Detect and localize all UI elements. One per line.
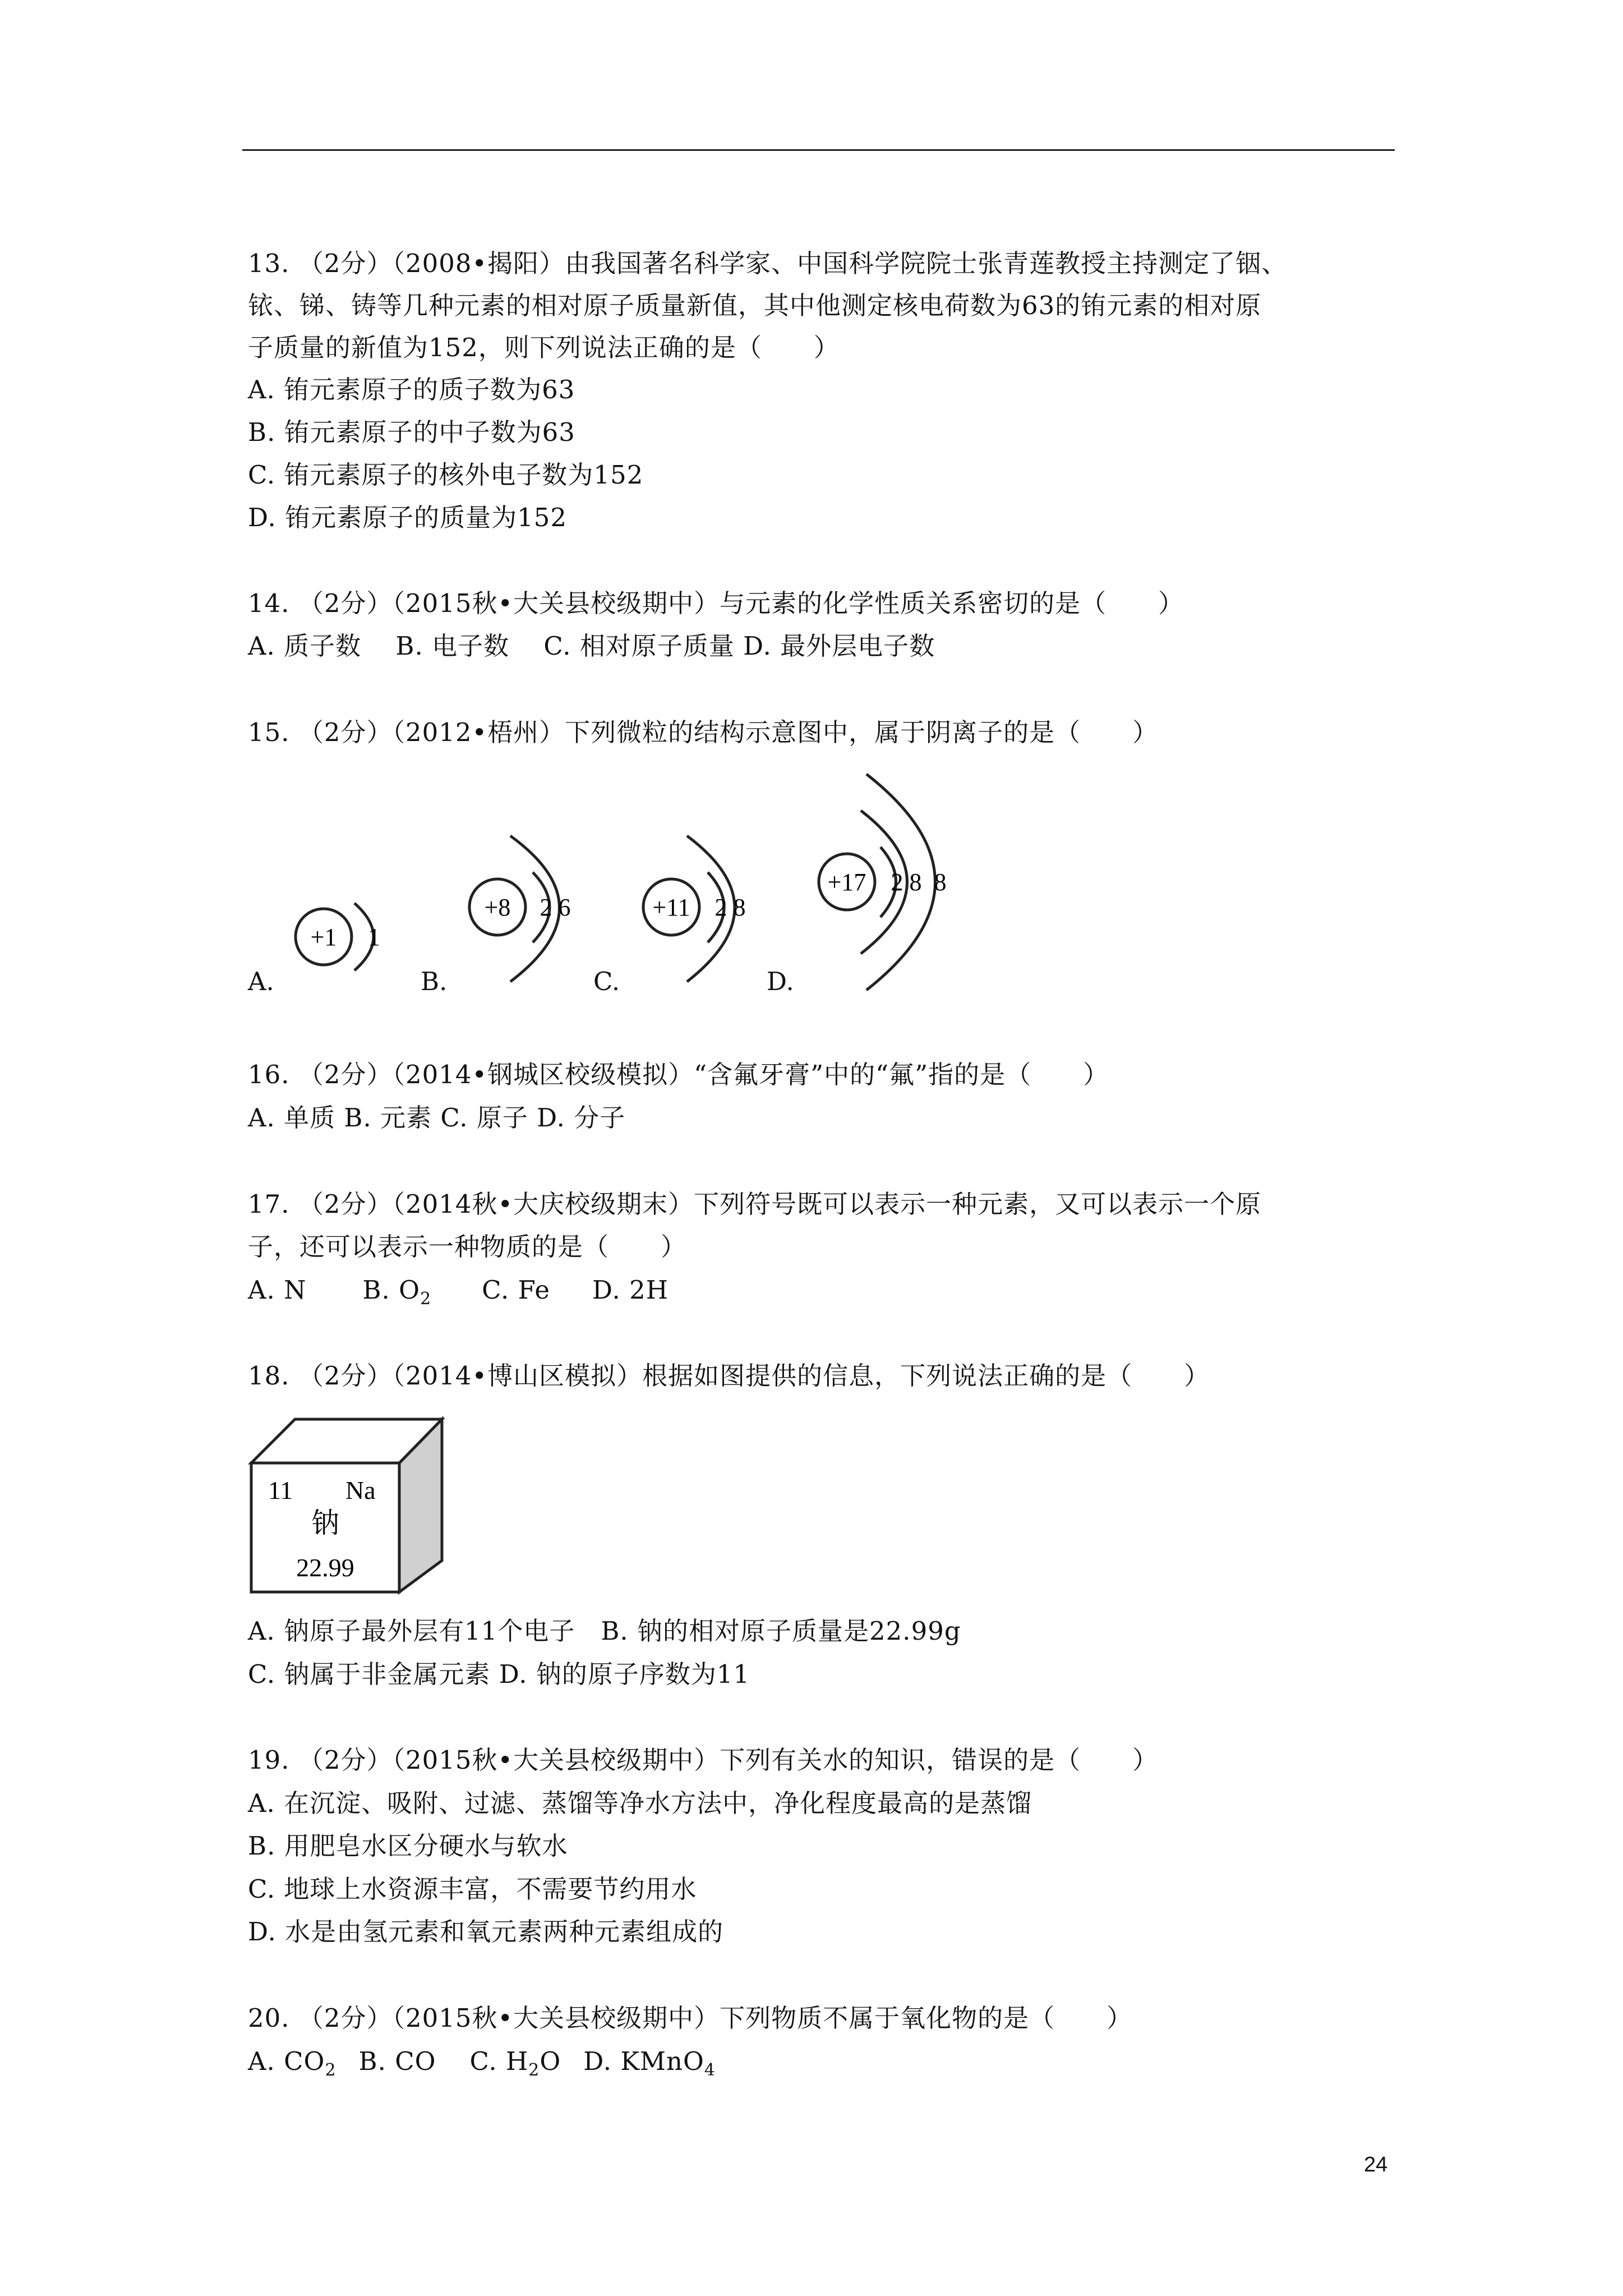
q13-option-a: A. 铕元素原子的质子数为63 (248, 375, 575, 404)
diagram-d-shells: 2 8 8 (891, 868, 947, 896)
q13-option-c: C. 铕元素原子的核外电子数为152 (248, 460, 644, 490)
q20-options (248, 2045, 716, 2087)
element-tile-sodium (247, 1414, 449, 1599)
q13-stem-line1: 13. （2分）（2008•揭阳）由我国著名科学家、中国科学院院士张青莲教授主持测定了铟、 (248, 249, 1288, 278)
q15-label-b: B. (421, 967, 448, 996)
atom-diagram-d (819, 774, 947, 990)
q20-option-b: B. CO (358, 2046, 436, 2076)
q13-option-d: D. 铕元素原子的质量为152 (248, 503, 567, 532)
diagram-b-shells: 2 6 (540, 894, 571, 921)
q16-stem: 16. （2分）（2014•钢城区校级模拟）“含氟牙膏”中的“氟”指的是（ ） (248, 1060, 1109, 1089)
q20-option-a-subscript: 2 (325, 2060, 336, 2080)
diagram-c-shells: 2 8 (714, 894, 746, 921)
atom-diagram-b (469, 836, 571, 982)
q17-stem-line1: 17. （2分）（2014秋•大庆校级期末）下列符号既可以表示一种元素，又可以表示一个原 (248, 1189, 1262, 1219)
tile-atomic-number: 11 (268, 1476, 293, 1504)
q18-stem: 18. （2分）（2014•博山区模拟）根据如图提供的信息，下列说法正确的是（ ） (248, 1361, 1210, 1391)
q13-stem-line3: 子质量的新值为152，则下列说法正确的是（ ） (248, 333, 840, 362)
tile-element-name: 钠 (311, 1507, 339, 1539)
q17-option-b-subscript: 2 (420, 1289, 432, 1309)
tile-symbol: Na (345, 1476, 376, 1504)
atom-diagram-a (296, 903, 380, 970)
q13-option-b: B. 铕元素原子的中子数为63 (248, 417, 575, 447)
atom-diagram-c (643, 836, 746, 982)
q17-option-c: C. Fe (482, 1275, 550, 1305)
q17-option-b: B. O (362, 1275, 421, 1305)
q20-option-a: A. CO (248, 2046, 325, 2076)
q16-options: A. 单质 B. 元素 C. 原子 D. 分子 (248, 1103, 626, 1133)
q15-label-c: C. (593, 967, 620, 996)
page-number: 24 (1364, 2153, 1388, 2177)
q19-option-b: B. 用肥皂水区分硬水与软水 (248, 1831, 568, 1861)
q18-options-ab: A. 钠原子最外层有11个电子 B. 钠的相对原子质量是22.99g (248, 1616, 961, 1646)
q20-option-c-subscript: 2 (528, 2060, 540, 2080)
q15-stem: 15. （2分）（2012•梧州）下列微粒的结构示意图中，属于阴离子的是（ ） (248, 717, 1159, 747)
diagram-b-nucleus: +8 (484, 894, 511, 921)
tile-atomic-mass: 22.99 (296, 1553, 354, 1582)
q19-option-c: C. 地球上水资源丰富，不需要节约用水 (248, 1874, 697, 1904)
q20-stem: 20. （2分）（2015秋•大关县校级期中）下列物质不属于氧化物的是（ ） (248, 2003, 1133, 2033)
q19-option-d: D. 水是由氢元素和氧元素两种元素组成的 (248, 1917, 724, 1947)
q15-label-d: D. (767, 967, 794, 996)
q13-stem-line2: 铱、锑、铸等几种元素的相对原子质量新值，其中他测定核电荷数为63的铕元素的相对原 (248, 291, 1262, 320)
diagram-a-shells: 1 (368, 923, 380, 951)
q17-option-a: A. N (248, 1275, 307, 1305)
q19-stem: 19. （2分）（2015秋•大关县校级期中）下列有关水的知识，错误的是（ ） (248, 1745, 1159, 1775)
diagram-a-nucleus: +1 (310, 923, 337, 951)
q14-stem: 14. （2分）（2015秋•大关县校级期中）与元素的化学性质关系密切的是（ ） (248, 588, 1184, 618)
q19-option-a: A. 在沉淀、吸附、过滤、蒸馏等净水方法中，净化程度最高的是蒸馏 (248, 1788, 1032, 1818)
diagram-d-nucleus: +17 (827, 868, 866, 896)
q20-option-d-subscript: 4 (704, 2060, 716, 2080)
q17-options (248, 1273, 668, 1316)
q18-options-cd: C. 钠属于非金属元素 D. 钠的原子序数为11 (248, 1659, 750, 1689)
q20-option-c-tail: O (540, 2046, 561, 2076)
diagram-c-nucleus: +11 (652, 894, 690, 921)
q17-option-d: D. 2H (592, 1275, 668, 1305)
q20-option-d: D. KMnO (583, 2046, 704, 2076)
q20-option-c: C. H (469, 2046, 529, 2076)
q17-stem-line2: 子，还可以表示一种物质的是（ ） (248, 1232, 687, 1262)
q14-options: A. 质子数 B. 电子数 C. 相对原子质量 D. 最外层电子数 (248, 631, 935, 661)
q15-label-a: A. (248, 967, 274, 996)
